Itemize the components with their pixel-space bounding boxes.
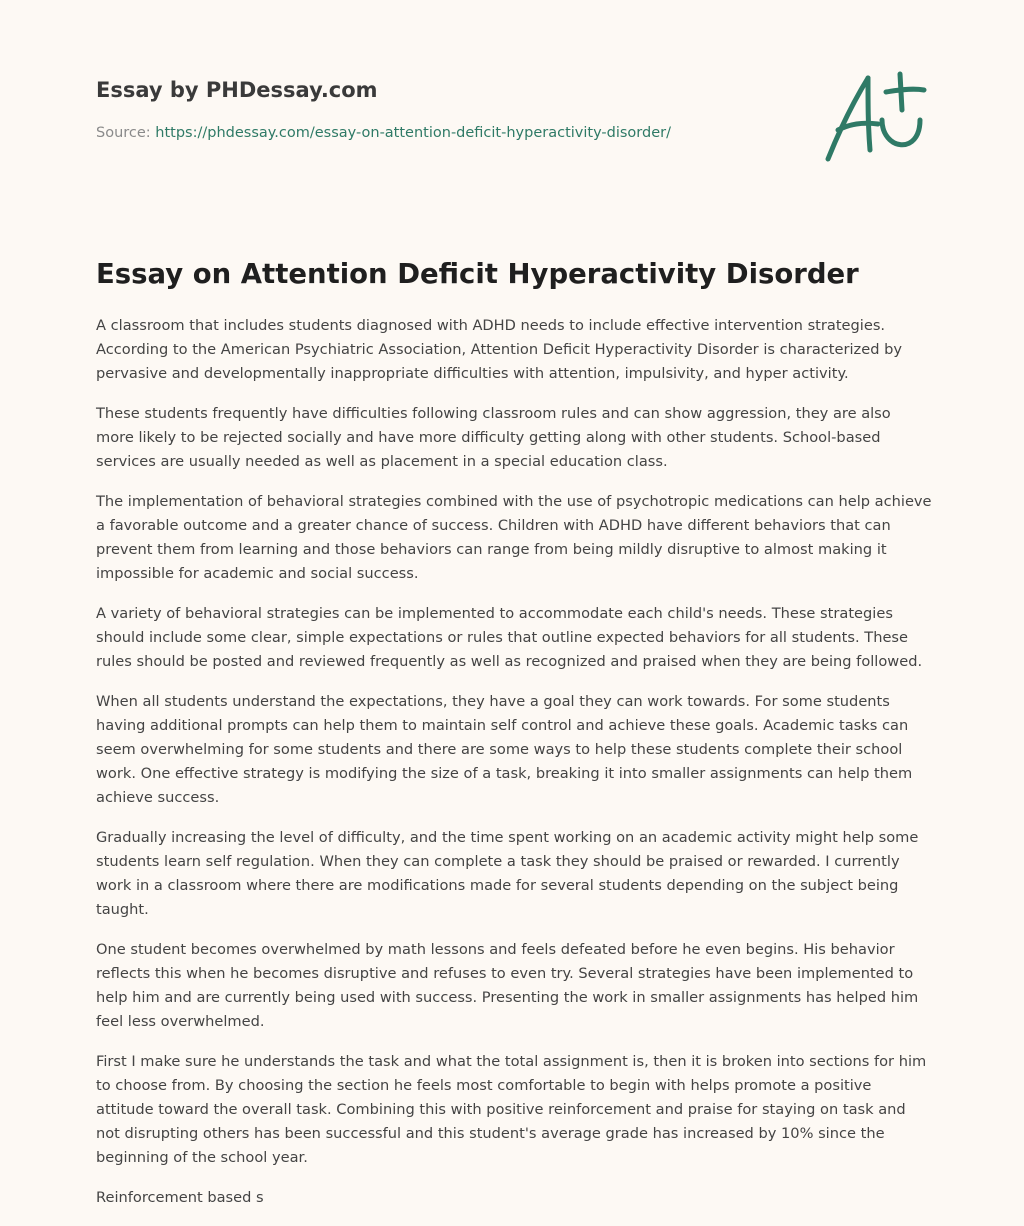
essay-body <box>96 314 932 1226</box>
essay-title: Essay on Attention Deficit Hyperactivity Disorder <box>96 258 859 290</box>
essay-paragraph-truncated: Reinforcement based s <box>96 1189 264 1206</box>
source-label: Source: <box>96 125 151 141</box>
source-link[interactable]: https://phdessay.com/essay-on-attention-deficit-hyperactivity-disorder/ <box>155 125 671 141</box>
a-plus-grade-logo-icon <box>816 64 936 168</box>
essay-paragraph: A classroom that includes students diagnosed with ADHD needs to include effective intervention strategies. According to the American Psychiatric Association, Attention Deficit Hyperactivity Disorder is characterized by pervasive and developmentally inappropriate difficulties with attention, impulsivity, and hyper activity. <box>96 317 902 382</box>
essay-paragraph: Gradually increasing the level of difficulty, and the time spent working on an academic activity might help some students learn self regulation. When they can complete a task they should be praised or rewarded. I currently work in a classroom where there are modifications made for several students depending on the subject being taught. <box>96 829 919 918</box>
essay-paragraph: A variety of behavioral strategies can be implemented to accommodate each child's needs. These strategies should include some clear, simple expectations or rules that outline expected behaviors for all students. These rules should be posted and reviewed frequently as well as recognized and praised when they are being followed. <box>96 605 923 670</box>
site-title: Essay by PHDessay.com <box>96 78 378 102</box>
source-line <box>96 123 671 143</box>
essay-paragraph: First I make sure he understands the task and what the total assignment is, then it is broken into sections for him to choose from. By choosing the section he feels most comfortable to begin with helps promote a positive attitude toward the overall task. Combining this with positive reinforcement and praise for staying on task and not disrupting others has been successful and this student's average grade has increased by 10% since the beginning of the school year. <box>96 1053 927 1166</box>
essay-paragraph: These students frequently have difficulties following classroom rules and can show aggression, they are also more likely to be rejected socially and have more difficulty getting along with other students. School-based services are usually needed as well as placement in a special education class. <box>96 405 891 470</box>
essay-paragraph: When all students understand the expectations, they have a goal they can work towards. For some students having additional prompts can help them to maintain self control and achieve these goals. Academic tasks can seem overwhelming for some students and there are some ways to help these students complete their school work. One effective strategy is modifying the size of a task, breaking it into smaller assignments can help them achieve success. <box>96 693 913 806</box>
essay-paragraph: One student becomes overwhelmed by math lessons and feels defeated before he even begins. His behavior reflects this when he becomes disruptive and refuses to even try. Several strategies have been implemented to help him and are currently being used with success. Presenting the work in smaller assignments has helped him feel less overwhelmed. <box>96 941 919 1030</box>
essay-paragraph: The implementation of behavioral strategies combined with the use of psychotropic medications can help achieve a favorable outcome and a greater chance of success. Children with ADHD have different behaviors that can prevent them from learning and those behaviors can range from being mildly disruptive to almost making it impossible for academic and social success. <box>96 493 932 582</box>
